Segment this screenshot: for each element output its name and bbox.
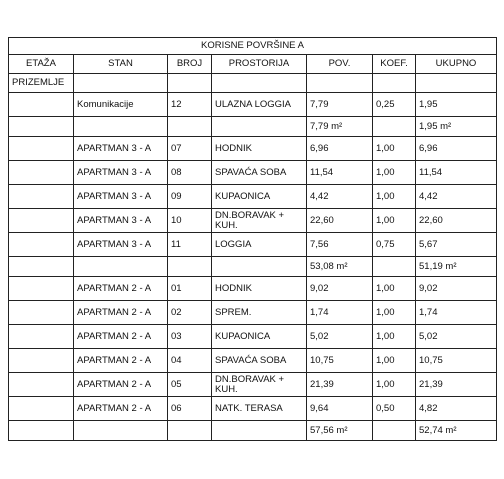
header-stan: STAN [74, 55, 168, 74]
blank-cell [9, 421, 74, 441]
section-header-row [9, 74, 497, 93]
prostorija-cell: ULAZNA LOGGIA [212, 93, 307, 117]
ukupno-cell: 5,02 [416, 325, 497, 349]
blank-cell [373, 257, 416, 277]
blank-cell [74, 421, 168, 441]
etaza-cell [9, 397, 74, 421]
subtotal-ukupno: 52,74 m² [416, 421, 497, 441]
stan-cell: APARTMAN 2 - A [74, 277, 168, 301]
prostorija-cell: LOGGIA [212, 233, 307, 257]
table-row [9, 233, 497, 257]
etaza-cell [9, 137, 74, 161]
stan-cell: APARTMAN 2 - A [74, 397, 168, 421]
etaza-cell [9, 325, 74, 349]
pov-cell: 9,02 [307, 277, 373, 301]
table-row [9, 301, 497, 325]
subtotal-ukupno: 1,95 m² [416, 117, 497, 137]
pov-cell: 11,54 [307, 161, 373, 185]
broj-cell: 12 [168, 93, 212, 117]
pov-cell: 21,39 [307, 373, 373, 397]
pov-cell: 7,56 [307, 233, 373, 257]
stan-cell: Komunikacije [74, 93, 168, 117]
etaza-cell [9, 349, 74, 373]
koef-cell: 1,00 [373, 209, 416, 233]
prostorija-cell: HODNIK [212, 277, 307, 301]
broj-cell: 05 [168, 373, 212, 397]
subtotal-pov: 57,56 m² [307, 421, 373, 441]
subtotal-ukupno: 51,19 m² [416, 257, 497, 277]
blank-cell [168, 117, 212, 137]
etaza-cell [9, 373, 74, 397]
blank-cell [168, 421, 212, 441]
table-row [9, 161, 497, 185]
header-row [9, 55, 497, 74]
stan-cell: APARTMAN 2 - A [74, 373, 168, 397]
koef-cell: 1,00 [373, 301, 416, 325]
broj-cell: 08 [168, 161, 212, 185]
table-row [9, 397, 497, 421]
header-pov: POV. [307, 55, 373, 74]
ukupno-cell: 1,74 [416, 301, 497, 325]
blank-cell [373, 117, 416, 137]
table-row [9, 209, 497, 233]
blank-cell [307, 74, 373, 93]
ukupno-cell: 4,82 [416, 397, 497, 421]
etaza-cell [9, 233, 74, 257]
blank-cell [74, 257, 168, 277]
ukupno-cell: 1,95 [416, 93, 497, 117]
blank-cell [74, 117, 168, 137]
subtotal-row [9, 421, 497, 441]
broj-cell: 11 [168, 233, 212, 257]
stan-cell: APARTMAN 3 - A [74, 161, 168, 185]
table-row [9, 137, 497, 161]
broj-cell: 06 [168, 397, 212, 421]
ukupno-cell: 22,60 [416, 209, 497, 233]
koef-cell: 0,25 [373, 93, 416, 117]
koef-cell: 0,50 [373, 397, 416, 421]
header-broj: BROJ [168, 55, 212, 74]
header-ukupno: UKUPNO [416, 55, 497, 74]
broj-cell: 07 [168, 137, 212, 161]
ukupno-cell: 21,39 [416, 373, 497, 397]
broj-cell: 04 [168, 349, 212, 373]
broj-cell: 03 [168, 325, 212, 349]
stan-cell: APARTMAN 2 - A [74, 301, 168, 325]
etaza-label: PRIZEMLJE [9, 74, 74, 93]
pov-cell: 4,42 [307, 185, 373, 209]
prostorija-cell: DN.BORAVAK + KUH. [212, 373, 307, 397]
pov-cell: 22,60 [307, 209, 373, 233]
blank-cell [212, 421, 307, 441]
broj-cell: 09 [168, 185, 212, 209]
koef-cell: 0,75 [373, 233, 416, 257]
koef-cell: 1,00 [373, 161, 416, 185]
blank-cell [373, 421, 416, 441]
ukupno-cell: 11,54 [416, 161, 497, 185]
prostorija-cell: DN.BORAVAK + KUH. [212, 209, 307, 233]
table-row [9, 325, 497, 349]
table-row [9, 373, 497, 397]
blank-cell [168, 74, 212, 93]
pov-cell: 9,64 [307, 397, 373, 421]
subtotal-pov: 53,08 m² [307, 257, 373, 277]
header-prostorija: PROSTORIJA [212, 55, 307, 74]
prostorija-cell: NATK. TERASA [212, 397, 307, 421]
stan-cell: APARTMAN 3 - A [74, 233, 168, 257]
stan-cell: APARTMAN 3 - A [74, 137, 168, 161]
blank-cell [212, 117, 307, 137]
broj-cell: 02 [168, 301, 212, 325]
blank-cell [168, 257, 212, 277]
pov-cell: 7,79 [307, 93, 373, 117]
stan-cell: APARTMAN 3 - A [74, 209, 168, 233]
blank-cell [212, 257, 307, 277]
area-table [8, 37, 497, 441]
blank-cell [74, 74, 168, 93]
ukupno-cell: 9,02 [416, 277, 497, 301]
ukupno-cell: 10,75 [416, 349, 497, 373]
etaza-cell [9, 277, 74, 301]
pov-cell: 1,74 [307, 301, 373, 325]
pov-cell: 6,96 [307, 137, 373, 161]
broj-cell: 01 [168, 277, 212, 301]
prostorija-cell: HODNIK [212, 137, 307, 161]
koef-cell: 1,00 [373, 373, 416, 397]
prostorija-cell: KUPAONICA [212, 185, 307, 209]
etaza-cell [9, 161, 74, 185]
table-title: KORISNE POVRŠINE A [9, 38, 497, 55]
table-row [9, 349, 497, 373]
pov-cell: 10,75 [307, 349, 373, 373]
blank-cell [9, 117, 74, 137]
prostorija-cell: SPREM. [212, 301, 307, 325]
prostorija-cell: SPAVAĆA SOBA [212, 161, 307, 185]
ukupno-cell: 6,96 [416, 137, 497, 161]
ukupno-cell: 4,42 [416, 185, 497, 209]
prostorija-cell: SPAVAĆA SOBA [212, 349, 307, 373]
blank-cell [212, 74, 307, 93]
blank-cell [9, 257, 74, 277]
blank-cell [373, 74, 416, 93]
subtotal-row [9, 117, 497, 137]
stan-cell: APARTMAN 3 - A [74, 185, 168, 209]
etaza-cell [9, 93, 74, 117]
pov-cell: 5,02 [307, 325, 373, 349]
header-koef: KOEF. [373, 55, 416, 74]
subtotal-row [9, 257, 497, 277]
table-row [9, 185, 497, 209]
etaza-cell [9, 301, 74, 325]
stan-cell: APARTMAN 2 - A [74, 325, 168, 349]
stan-cell: APARTMAN 2 - A [74, 349, 168, 373]
blank-cell [416, 74, 497, 93]
header-etaza: ETAŽA [9, 55, 74, 74]
etaza-cell [9, 185, 74, 209]
table-row [9, 93, 497, 117]
koef-cell: 1,00 [373, 277, 416, 301]
prostorija-cell: KUPAONICA [212, 325, 307, 349]
broj-cell: 10 [168, 209, 212, 233]
ukupno-cell: 5,67 [416, 233, 497, 257]
koef-cell: 1,00 [373, 185, 416, 209]
koef-cell: 1,00 [373, 349, 416, 373]
koef-cell: 1,00 [373, 137, 416, 161]
koef-cell: 1,00 [373, 325, 416, 349]
table-row [9, 277, 497, 301]
subtotal-pov: 7,79 m² [307, 117, 373, 137]
etaza-cell [9, 209, 74, 233]
